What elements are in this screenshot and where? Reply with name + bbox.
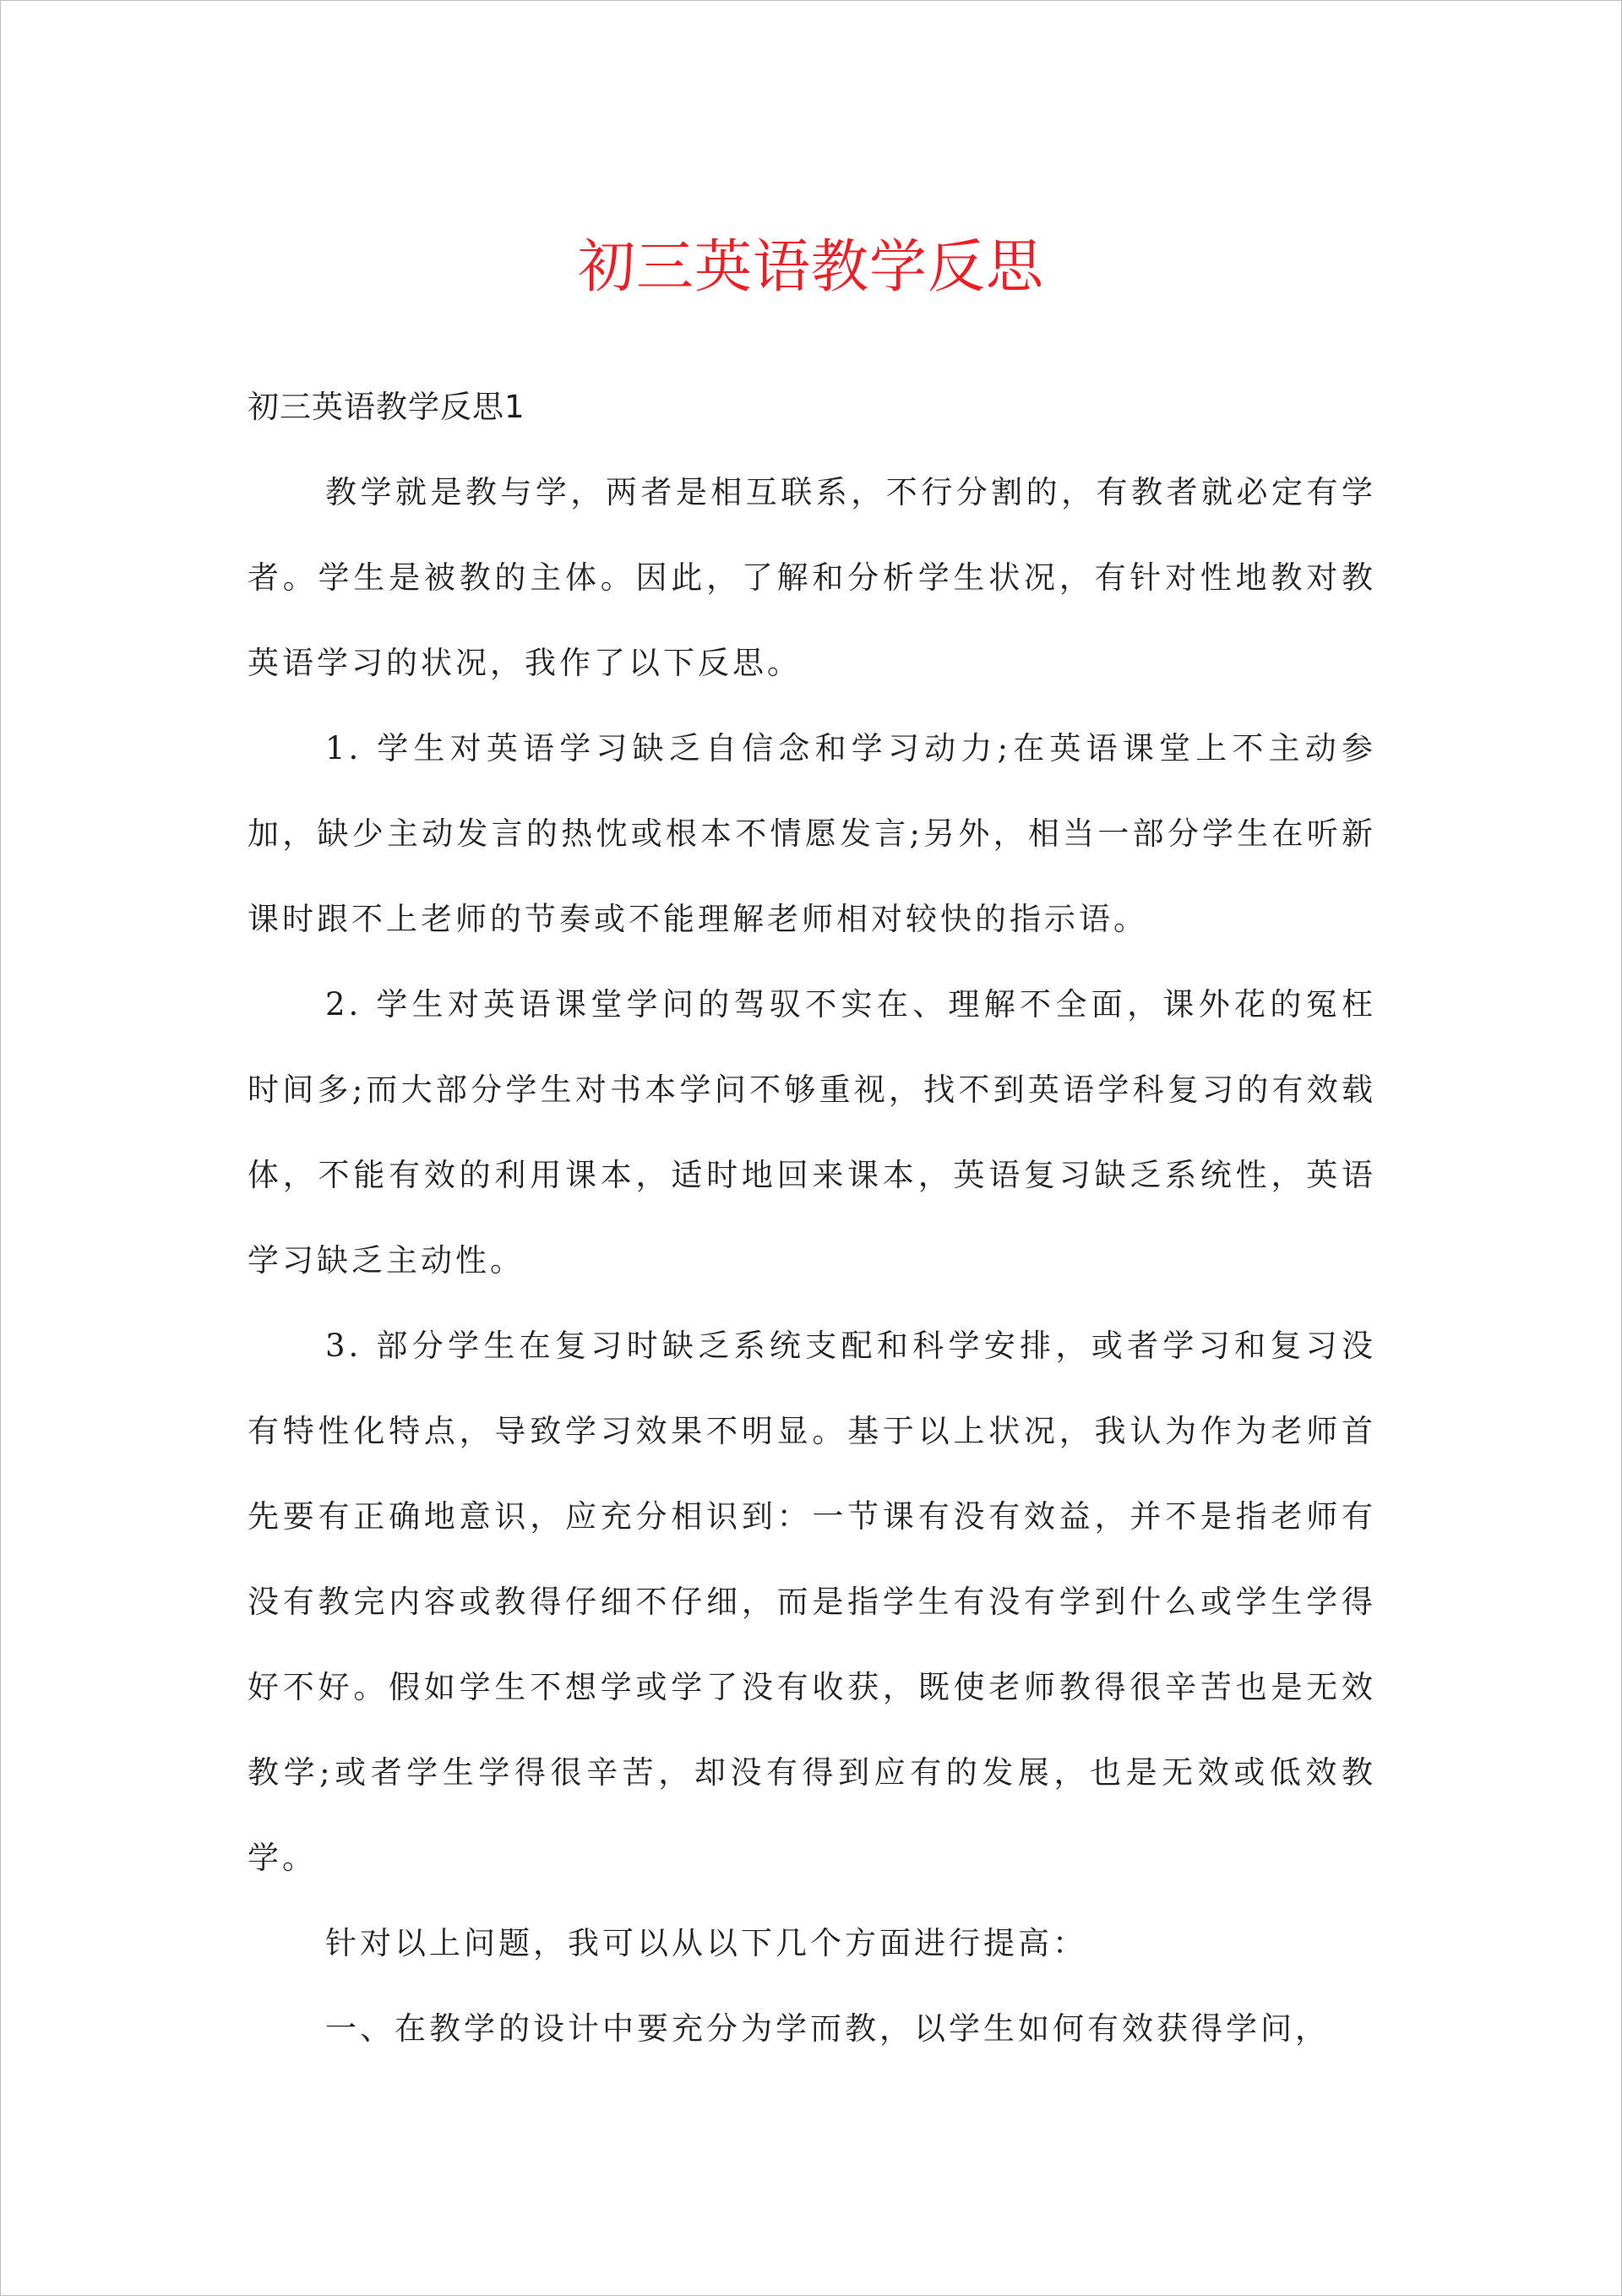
paragraph-intro: 教学就是教与学，两者是相互联系，不行分割的，有教者就必定有学者。学生是被教的主体。因此，了解和分析学生状况，有针对性地教对教英语学习的状况，我作了以下反思。 — [248, 474, 1376, 681]
paragraph-point-3: 3. 部分学生在复习时缺乏系统支配和科学安排，或者学习和复习没有特性化特点，导致学习效果不明显。基于以上状况，我认为作为老师首先要有正确地意识，应充分相识到：一节课有没有效益，并不是指老师有没有教完内容或教得仔细不仔细，而是指学生有没有学到什么或学生学得好不好。假如学生不想学或学了没有收获，既使老师教得很辛苦也是无效教学;或者学生学得很辛苦，却没有得到应有的发展，也是无效或低效教学。 — [248, 1328, 1376, 1876]
document-body — [248, 364, 1376, 2071]
paragraph-point-1: 1. 学生对英语学习缺乏自信念和学习动力;在英语课堂上不主动参加，缺少主动发言的热忱或根本不情愿发言;另外，相当一部分学生在听新课时跟不上老师的节奏或不能理解老师相对较快的指示语。 — [248, 730, 1376, 937]
paragraph-improvement-intro: 针对以上问题，我可以从以下几个方面进行提高： — [325, 1925, 1087, 1961]
document-title: 初三英语教学反思 — [577, 234, 1044, 301]
paragraph-point-2: 2. 学生对英语课堂学问的驾驭不实在、理解不全面，课外花的冤枉时间多;而大部分学生对书本学问不够重视，找不到英语学科复习的有效载体，不能有效的利用课本，适时地回来课本，英语复习缺乏系统性，英语学习缺乏主动性。 — [248, 986, 1376, 1279]
paragraph-improvement-1: 一、在教学的设计中要充分为学而教，以学生如何有效获得学问， — [325, 2010, 1330, 2047]
section-heading: 初三英语教学反思1 — [248, 389, 525, 425]
